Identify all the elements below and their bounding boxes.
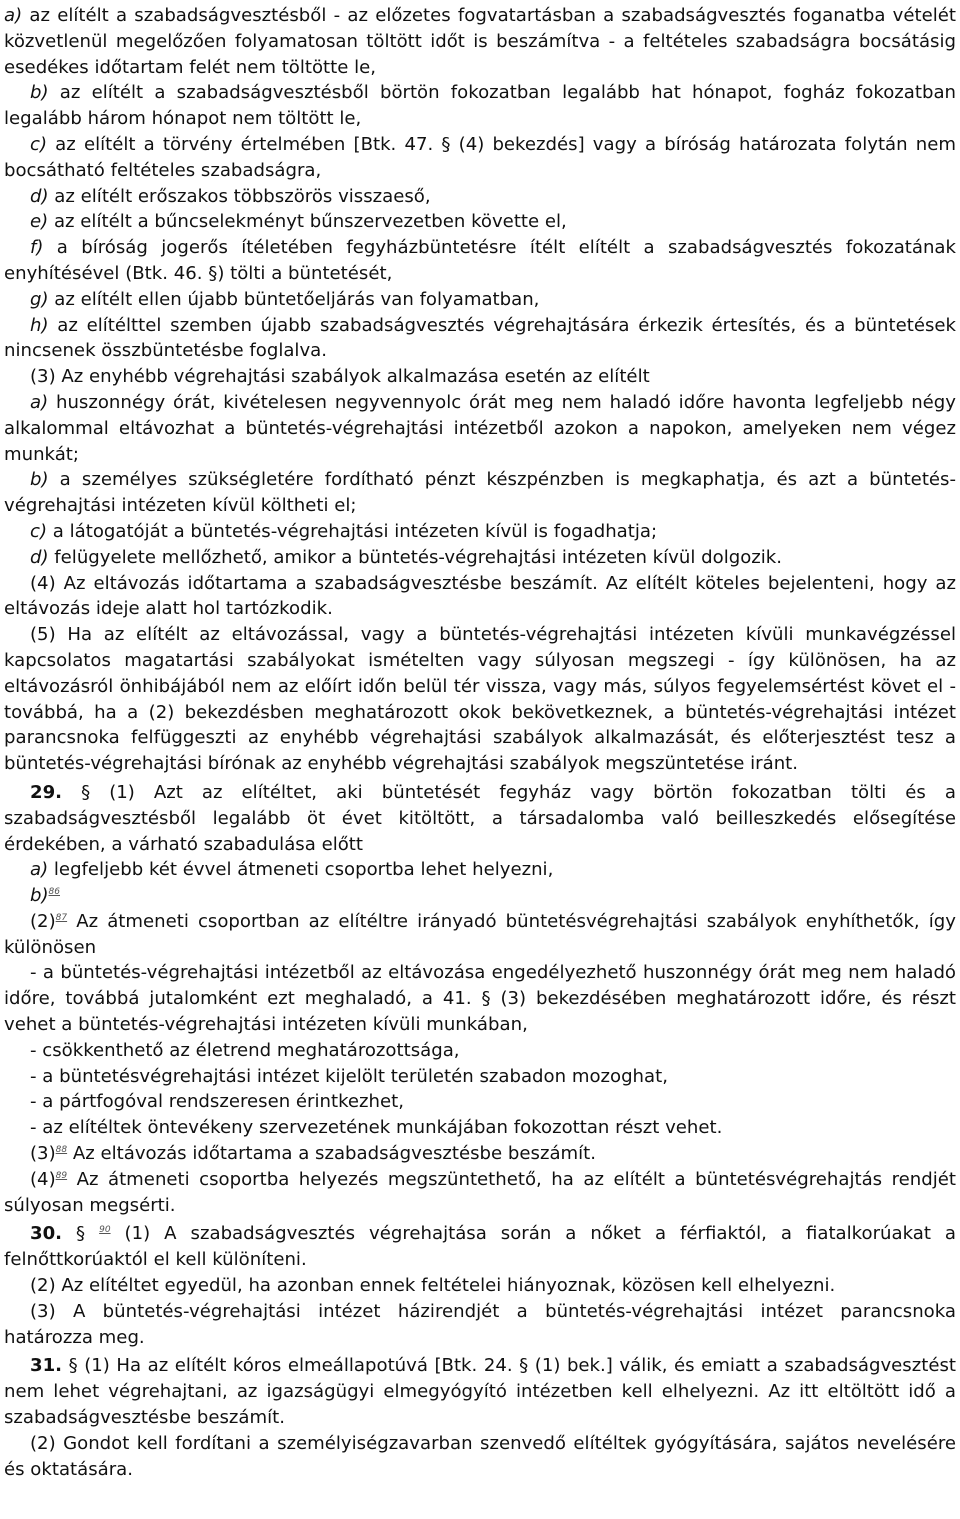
footnote-link-90[interactable]: 90 bbox=[99, 1225, 111, 1236]
item-label: g) bbox=[30, 288, 49, 310]
paragraph-text: Az átmeneti csoportba helyezés megszüntethető, ha az elítélt a büntetésvégrehajtás rendjét súlyosan megsérti. bbox=[4, 1168, 956, 1216]
paragraph-text: (5) Ha az elítélt az eltávozással, vagy a büntetés-végrehajtási intézeten kívüli munkavégzéssel kapcsolatos magatartási szabályokat ismételten vagy súlyosan megszegi - így különösen, ha az eltávozásról önhibájából nem az előírt időn belül tér vissza, vagy más, súlyos fegyelemsértést követ el - továbbá, ha a (2) bekezdésben meghatározott okok bekövetkeznek, a büntetés-végrehajtási intézet parancsnoka felfüggeszti az enyhébb végrehajtási szabályok alkalmazását, és előterjesztést tesz a büntetés-végrehajtási bírónak az enyhébb végrehajtási szabályok megszüntetése iránt. bbox=[4, 624, 956, 775]
paragraph-text: az elítélt a szabadságvesztésből - az előzetes fogvatartásban a szabadságvesztés foganatba vételét közvetlenül megelőzően folyamatosan töltött időt is beszámítva - a feltételes szabadságra bocsátásig esedékes időtartam felét nem töltötte le, bbox=[4, 5, 956, 78]
list-item bbox=[4, 1038, 956, 1064]
item-label: c) bbox=[30, 133, 48, 155]
item-label: a) bbox=[30, 391, 49, 413]
paragraph-text: Az átmeneti csoportban az elítéltre irányadó büntetésvégrehajtási szabályok enyhíthetők, így különösen bbox=[4, 910, 956, 958]
paragraph-text: huszonnégy órát, kivételesen negyvennyolc órát meg nem haladó időre havonta legfeljebb négy alkalommal eltávozhat a büntetés-végrehajtási intézetből azokon a napokon, amelyeken nem végez munkát; bbox=[4, 391, 956, 465]
paragraph-text: az elítélt a szabadságvesztésből börtön fokozatban legalább hat hónapot, fogház fokozatban legalább három hónapot nem töltött le, bbox=[4, 82, 956, 130]
paragraph-item-a bbox=[4, 3, 956, 80]
paragraph-text: a személyes szükségletére fordítható pénzt készpénzben is megkaphatja, és azt a büntetés-végrehajtási intézeten kívül költheti el; bbox=[4, 469, 956, 517]
subsection-number: (3) bbox=[30, 1143, 56, 1165]
footnote-link-89[interactable]: 89 bbox=[55, 1170, 68, 1181]
paragraph-text: az elítélt erőszakos többszörös visszaeső, bbox=[48, 185, 431, 207]
paragraph-subsection-3 bbox=[4, 1299, 956, 1351]
paragraph-item-a bbox=[4, 857, 956, 883]
paragraph-item-b bbox=[4, 883, 956, 909]
paragraph-item-h bbox=[4, 313, 956, 365]
paragraph-text: felügyelete mellőzhető, amikor a büntetés-végrehajtási intézeten kívül dolgozik. bbox=[48, 546, 783, 568]
subsection-number: (2) bbox=[30, 910, 56, 932]
paragraph-item-f bbox=[4, 235, 956, 287]
paragraph-subsection-4 bbox=[4, 571, 956, 623]
item-label: e) bbox=[30, 211, 49, 233]
section-31 bbox=[4, 1353, 956, 1430]
paragraph-subsection-2 bbox=[4, 909, 956, 961]
paragraph-text: - a büntetésvégrehajtási intézet kijelölt területén szabadon mozoghat, bbox=[30, 1065, 668, 1087]
paragraph-subsection-2 bbox=[4, 1273, 956, 1299]
paragraph-subsection-5 bbox=[4, 622, 956, 777]
paragraph-item-e bbox=[4, 209, 956, 235]
paragraph-text: (1) A szabadságvesztés végrehajtása során a nőket a férfiaktól, a fiatalkorúakat a felnőttkorúaktól el kell különíteni. bbox=[4, 1223, 956, 1271]
section-number: 30. bbox=[30, 1223, 63, 1245]
list-item bbox=[4, 1064, 956, 1090]
paragraph-item-b bbox=[4, 80, 956, 132]
section-30 bbox=[4, 1221, 956, 1273]
paragraph-text: az elítélttel szemben újabb szabadságvesztés végrehajtására érkezik értesítés, és a büntetések nincsenek összbüntetésbe foglalva. bbox=[4, 314, 956, 362]
paragraph-subsection-2 bbox=[4, 1431, 956, 1483]
paragraph-text: (3) A büntetés-végrehajtási intézet házirendjét a büntetés-végrehajtási intézet parancsnoka határozza meg. bbox=[4, 1300, 956, 1348]
item-label: c) bbox=[30, 520, 48, 542]
item-label: a) bbox=[30, 859, 49, 881]
paragraph-text: (3) Az enyhébb végrehajtási szabályok alkalmazása esetén az elítélt bbox=[30, 366, 650, 388]
paragraph-text: az elítélt a bűncselekményt bűnszervezetben követte el, bbox=[48, 211, 567, 233]
item-label: d) bbox=[30, 185, 49, 207]
paragraph-subsection-3 bbox=[4, 1141, 956, 1167]
paragraph-text: a látogatóját a büntetés-végrehajtási intézeten kívül is fogadhatja; bbox=[47, 520, 658, 542]
paragraph-text: Az eltávozás időtartama a szabadságvesztésbe beszámít. bbox=[67, 1143, 597, 1165]
item-label: a) bbox=[4, 5, 23, 26]
paragraph-item-c bbox=[4, 132, 956, 184]
paragraph-item-d bbox=[4, 184, 956, 210]
paragraph-text: (4) Az eltávozás időtartama a szabadságvesztésbe beszámít. Az elítélt köteles bejelenteni, hogy az eltávozás ideje alatt hol tartózkodik. bbox=[4, 572, 956, 620]
list-item bbox=[4, 1115, 956, 1141]
paragraph-text: - a büntetés-végrehajtási intézetből az eltávozása engedélyezhető huszonnégy órát meg nem haladó időre, továbbá jutalomként ezt meghaladó, a 41. § (3) bekezdésében meghatározott időre, és részt vehet a büntetés-végrehajtási intézeten kívüli munkában, bbox=[4, 962, 956, 1036]
paragraph-text: (1) Ha az elítélt kóros elmeállapotúvá [Btk. 24. § (1) bek.] válik, és emiatt a szabadságvesztést nem lehet végrehajtani, az igazságügyi elmegyógyító intézetben kell elhelyezni. Az itt eltöltött idő a szabadságvesztésbe beszámít. bbox=[4, 1355, 956, 1429]
paragraph-text: - a pártfogóval rendszeresen érintkezhet, bbox=[30, 1091, 404, 1113]
footnote-link-86[interactable]: 86 bbox=[48, 887, 60, 898]
paragraph-text: a bíróság jogerős ítéletében fegyházbüntetésre ítélt elítélt a szabadságvesztés fokozatának enyhítésével (Btk. 46. §) tölti a büntetését, bbox=[4, 237, 956, 284]
footnote-link-88[interactable]: 88 bbox=[55, 1145, 68, 1156]
list-item bbox=[4, 1089, 956, 1115]
paragraph-text: (1) Azt az elítéltet, aki büntetését fegyház vagy börtön fokozatban tölti és a szabadságvesztésből legalább öt évet kitöltött, a társadalomba való beilleszkedés elősegítése érdekében, a várható szabadulása előtt bbox=[4, 781, 956, 855]
item-label: b) bbox=[30, 885, 49, 907]
paragraph-item-a bbox=[4, 390, 956, 467]
footnote-link-87[interactable]: 87 bbox=[55, 912, 68, 923]
paragraph-text: (2) Gondot kell fordítani a személyiségzavarban szenvedő elítéltek gyógyítására, sajátos nevelésére és oktatására. bbox=[4, 1432, 956, 1480]
paragraph-subsection-4 bbox=[4, 1167, 956, 1219]
paragraph-item-g bbox=[4, 287, 956, 313]
section-sign: § bbox=[62, 1355, 85, 1377]
subsection-number: (4) bbox=[30, 1168, 56, 1190]
list-item bbox=[4, 960, 956, 1037]
paragraph-item-d bbox=[4, 545, 956, 571]
item-label: d) bbox=[30, 546, 49, 568]
paragraph-text: - az elítéltek öntevékeny szervezetének munkájában fokozottan részt vehet. bbox=[30, 1117, 723, 1139]
paragraph-text: az elítélt a törvény értelmében [Btk. 47. § (4) bekezdés] vagy a bíróság határozata folytán nem bocsátható feltételes szabadságra, bbox=[4, 133, 956, 181]
section-number: 29. bbox=[30, 781, 63, 803]
section-sign: § bbox=[62, 1223, 100, 1245]
paragraph-text: - csökkenthető az életrend meghatározottsága, bbox=[30, 1039, 460, 1061]
paragraph-subsection-3 bbox=[4, 364, 956, 390]
paragraph-item-b bbox=[4, 467, 956, 519]
item-label: b) bbox=[30, 469, 49, 491]
section-sign: § bbox=[62, 781, 110, 803]
paragraph-text: legfeljebb két évvel átmeneti csoportba lehet helyezni, bbox=[48, 859, 554, 881]
item-label: f) bbox=[30, 237, 44, 259]
paragraph-text: az elítélt ellen újabb büntetőeljárás van folyamatban, bbox=[48, 288, 540, 310]
paragraph-item-c bbox=[4, 519, 956, 545]
item-label: h) bbox=[30, 314, 49, 336]
item-label: b) bbox=[30, 82, 49, 104]
paragraph-text: (2) Az elítéltet egyedül, ha azonban ennek feltételei hiányoznak, közösen kell elhelyezni. bbox=[30, 1275, 836, 1297]
section-number: 31. bbox=[30, 1355, 63, 1377]
section-29 bbox=[4, 780, 956, 857]
